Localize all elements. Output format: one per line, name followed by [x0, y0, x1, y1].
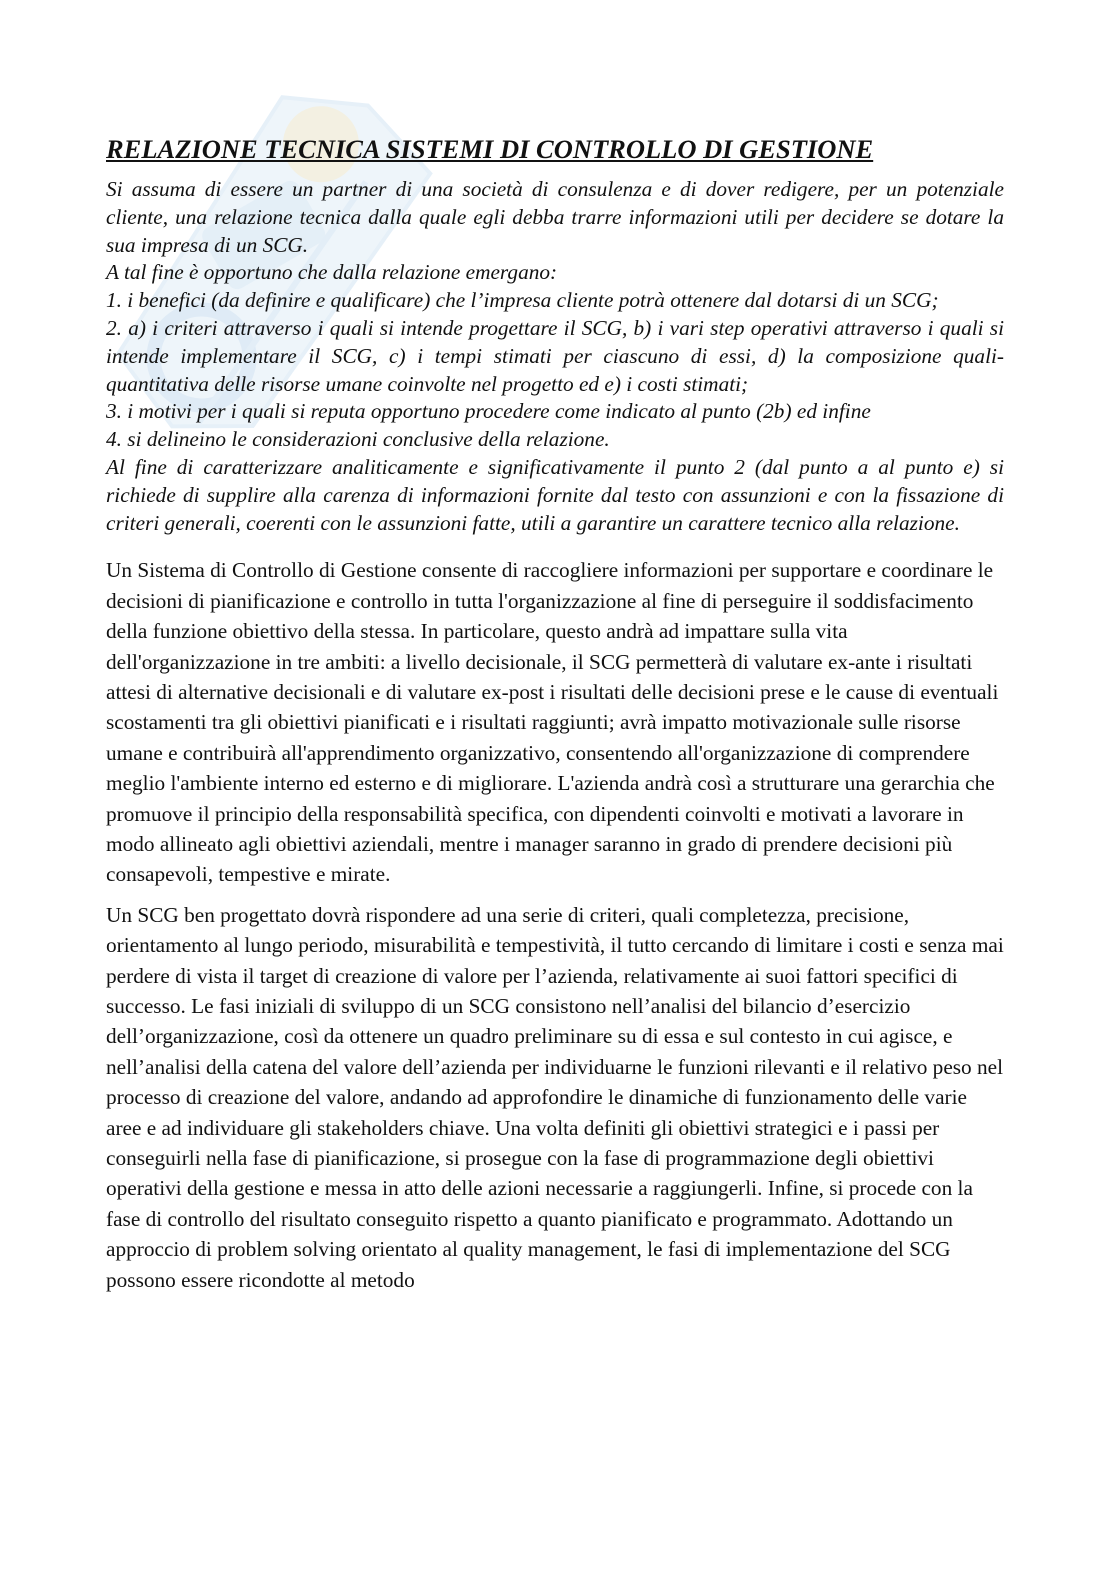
- assignment-requirements: A tal fine è opportuno che dalla relazione emergano:: [106, 260, 558, 285]
- assignment-intro: Si assuma di essere un partner di una società di consulenza e di dover redigere, per un potenziale cliente, una relazione tecnica dalla quale egli debba trarre informazioni utili per decidere se dotare la sua impresa di un SCG.: [106, 177, 1004, 257]
- assignment-note: Al fine di caratterizzare analiticamente e significativamente il punto 2 (dal punto a al punto e) si richiede di supplire alla carenza di informazioni fornite dal testo con assunzioni e con la fissazione di criteri generali, coerenti con le assunzioni fatte, utili a garantire un carattere tecnico alla relazione.: [106, 454, 1004, 535]
- paragraph-benefits: Un Sistema di Controllo di Gestione consente di raccogliere informazioni per supportare e coordinare le decisioni di pianificazione e controllo in tutta l'organizzazione al fine di perseguire il soddisfacimento della funzione obiettivo della stessa. In particolare, questo andrà ad impattare sulla vita dell'organizzazione in tre ambiti: a livello decisionale, il SCG permetterà di valutare ex-ante i risultati attesi di alternative decisionali e di valutare ex-post i risultati delle decisioni prese e le cause di eventuali scostamenti tra gli obiettivi pianificati e i risultati raggiunti; avrà impatto motivazionale sulle risorse umane e contribuirà all'apprendimento organizzativo, consentendo all'organizzazione di comprendere meglio l'ambiente interno ed esterno e di migliorare. L'azienda andrà così a strutturare una gerarchia che promuove il principio della responsabilità specifica, con dipendenti coinvolti e motivati a lavorare in modo allineato agli obiettivi aziendali, mentre i manager saranno in grado di prendere decisioni più consapevoli, tempestive e mirate.: [106, 558, 999, 887]
- assignment-point-3: 3. i motivi per i quali si reputa opportuno procedere come indicato al punto (2b) ed infine: [106, 399, 871, 424]
- assignment-point-2: 2. a) i criteri attraverso i quali si intende progettare il SCG, b) i vari step operativi attraverso i quali si intende implementare il SCG, c) i tempi stimati per ciascuno di essi, d) la composizione quali-quantitativa delle risorse umane coinvolte nel progetto ed e) i costi stimati;: [106, 315, 1004, 396]
- document-page: [106, 132, 1004, 1305]
- assignment-text: [106, 176, 1004, 537]
- report-body: [106, 555, 1004, 1295]
- section-spacer: [106, 537, 1004, 555]
- document-title: RELAZIONE TECNICA SISTEMI DI CONTROLLO DI GESTIONE: [106, 134, 874, 164]
- paragraph-criteria: Un SCG ben progettato dovrà rispondere ad una serie di criteri, quali completezza, precisione, orientamento al lungo periodo, misurabilità e tempestività, il tutto cercando di limitare i costi e senza mai perdere di vista il target di creazione di valore per l’azienda, relativamente ai suoi fattori specifici di successo. Le fasi iniziali di sviluppo di un SCG consistono nell’analisi del bilancio d’esercizio dell’organizzazione, così da ottenere un quadro preliminare su di essa e sul contesto in cui agisce, e nell’analisi della catena del valore dell’azienda per individuarne le funzioni rilevanti e il relativo peso nel processo di creazione del valore, andando ad approfondire le dinamiche di funzionamento delle varie aree e ad individuare gli stakeholders chiave. Una volta definiti gli obiettivi strategici e i passi per conseguirli nella fase di pianificazione, si prosegue con la fase di programmazione degli obiettivi operativi della gestione e messa in atto delle azioni necessarie a raggiungerli. Infine, si procede con la fase di controllo del risultato conseguito rispetto a quanto pianificato e programmato. Adottando un approccio di problem solving orientato al quality management, le fasi di implementazione del SCG possono essere ricondotte al metodo: [106, 902, 1004, 1292]
- assignment-point-1: 1. i benefici (da definire e qualificare) che l’impresa cliente potrà ottenere dal dotarsi di un SCG;: [106, 288, 939, 313]
- assignment-point-4: 4. si delineino le considerazioni conclusive della relazione.: [106, 427, 610, 452]
